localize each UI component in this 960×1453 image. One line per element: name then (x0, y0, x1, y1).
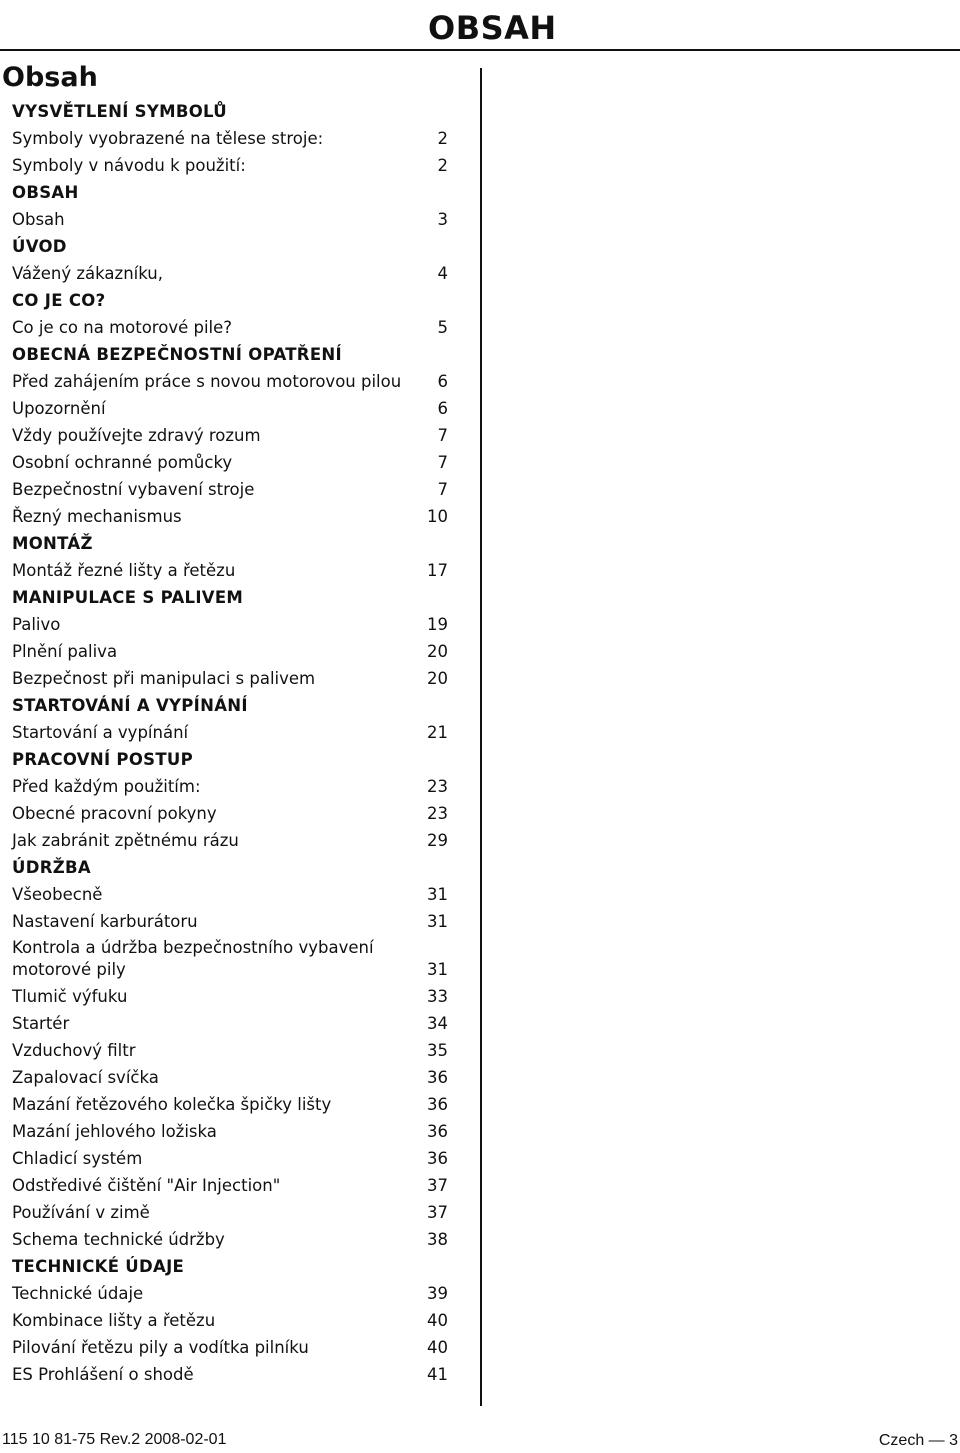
toc-entry-page-number: 20 (427, 669, 448, 688)
toc-entry-label: Používání v zimě (12, 1203, 150, 1222)
toc-entry-page-number: 36 (427, 1122, 448, 1141)
toc-entry (12, 1064, 452, 1091)
toc-entry (12, 908, 452, 935)
toc-entry-page-number: 17 (427, 561, 448, 580)
toc-entry (12, 1361, 452, 1388)
toc-entry (12, 827, 452, 854)
toc-entry (12, 1118, 452, 1145)
toc-entry-page-number: 36 (427, 1095, 448, 1114)
table-of-contents (12, 98, 452, 1388)
toc-entry-label: Kontrola a údržba bezpečnostního vybavení motorové pily (12, 938, 374, 979)
toc-section-heading: CO JE CO? (12, 291, 106, 310)
toc-entry-label: Pilování řetězu pily a vodítka pilníku (12, 1338, 309, 1357)
toc-entry-label: Řezný mechanismus (12, 507, 182, 526)
toc-section-heading: MANIPULACE S PALIVEM (12, 588, 244, 607)
toc-entry-page-number: 38 (427, 1230, 448, 1249)
toc-entry-label: Symboly v návodu k použití: (12, 156, 246, 175)
toc-section-heading: OBSAH (12, 183, 79, 202)
toc-section-heading: OBECNÁ BEZPEČNOSTNÍ OPATŘENÍ (12, 345, 342, 364)
toc-entry (12, 503, 452, 530)
toc-entry (12, 1172, 452, 1199)
toc-entry-label: Před každým použitím: (12, 777, 201, 796)
toc-entry (12, 935, 452, 983)
toc-entry-page-number: 7 (437, 426, 448, 445)
toc-entry-label: Schema technické údržby (12, 1230, 225, 1249)
toc-entry-page-number: 40 (427, 1338, 448, 1357)
toc-section-heading: ÚVOD (12, 237, 67, 256)
toc-entry-label: Odstředivé čištění "Air Injection" (12, 1176, 281, 1195)
toc-entry (12, 665, 452, 692)
toc-entry-page-number: 5 (437, 318, 448, 337)
toc-section-heading: ÚDRŽBA (12, 858, 91, 877)
toc-entry-page-number: 6 (437, 399, 448, 418)
toc-entry-page-number: 31 (427, 960, 448, 979)
toc-entry-label: ES Prohlášení o shodě (12, 1365, 194, 1384)
toc-entry (12, 1280, 452, 1307)
toc-entry-page-number: 7 (437, 480, 448, 499)
toc-entry-label: Startér (12, 1014, 70, 1033)
toc-entry-label: Co je co na motorové pile? (12, 318, 233, 337)
toc-entry-label: Zapalovací svíčka (12, 1068, 159, 1087)
toc-entry-label: Montáž řezné lišty a řetězu (12, 561, 236, 580)
toc-entry-label: Mazání řetězového kolečka špičky lišty (12, 1095, 332, 1114)
toc-entry-label: Upozornění (12, 399, 106, 418)
toc-entry-page-number: 6 (437, 372, 448, 391)
toc-entry (12, 773, 452, 800)
toc-entry-label: Tlumič výfuku (12, 987, 128, 1006)
toc-entry (12, 719, 452, 746)
toc-entry-label: Palivo (12, 615, 61, 634)
toc-entry-page-number: 33 (427, 987, 448, 1006)
toc-entry-label: Vážený zákazníku, (12, 264, 163, 283)
toc-entry-label: Před zahájením práce s novou motorovou pilou (12, 372, 402, 391)
toc-entry-label: Osobní ochranné pomůcky (12, 453, 233, 472)
toc-entry-label: Chladicí systém (12, 1149, 143, 1168)
toc-section-heading: MONTÁŽ (12, 534, 93, 553)
toc-entry-label: Všeobecně (12, 885, 103, 904)
toc-entry (12, 476, 452, 503)
toc-entry (12, 152, 452, 179)
toc-entry-label: Symboly vyobrazené na tělese stroje: (12, 129, 324, 148)
toc-entry-page-number: 2 (437, 129, 448, 148)
page-header-title: OBSAH (428, 9, 557, 47)
toc-entry-page-number: 21 (427, 723, 448, 742)
footer-language-page: Czech — 3 (878, 1432, 958, 1449)
toc-entry-page-number: 31 (427, 912, 448, 931)
toc-entry (12, 1145, 452, 1172)
toc-entry-page-number: 2 (437, 156, 448, 175)
toc-section-heading: PRACOVNÍ POSTUP (12, 750, 193, 769)
toc-entry-label: Bezpečnost při manipulaci s palivem (12, 669, 316, 688)
header-rule (0, 49, 960, 51)
toc-entry-label: Technické údaje (12, 1284, 144, 1303)
toc-entry-page-number: 10 (427, 507, 448, 526)
toc-entry-label: Kombinace lišty a řetězu (12, 1311, 216, 1330)
toc-entry (12, 449, 452, 476)
toc-entry (12, 1334, 452, 1361)
toc-entry (12, 206, 452, 233)
toc-entry-label: Vždy používejte zdravý rozum (12, 426, 261, 445)
footer-doc-code: 115 10 81-75 Rev.2 2008-02-01 (2, 1431, 227, 1448)
toc-entry-page-number: 41 (427, 1365, 448, 1384)
toc-entry-page-number: 37 (427, 1203, 448, 1222)
column-divider (480, 68, 482, 1406)
toc-entry (12, 1091, 452, 1118)
toc-entry (12, 260, 452, 287)
toc-entry (12, 125, 452, 152)
toc-entry (12, 638, 452, 665)
toc-entry-page-number: 23 (427, 804, 448, 823)
toc-section-heading: STARTOVÁNÍ A VYPÍNÁNÍ (12, 696, 248, 715)
toc-entry-page-number: 36 (427, 1149, 448, 1168)
toc-entry-label: Obecné pracovní pokyny (12, 804, 217, 823)
toc-entry (12, 1226, 452, 1253)
toc-entry (12, 1307, 452, 1334)
toc-entry-page-number: 35 (427, 1041, 448, 1060)
toc-entry (12, 1010, 452, 1037)
toc-entry (12, 395, 452, 422)
toc-entry (12, 314, 452, 341)
toc-entry-page-number: 37 (427, 1176, 448, 1195)
toc-entry-page-number: 36 (427, 1068, 448, 1087)
toc-entry-page-number: 40 (427, 1311, 448, 1330)
page-title: Obsah (2, 62, 98, 93)
toc-entry (12, 1199, 452, 1226)
toc-entry-page-number: 39 (427, 1284, 448, 1303)
toc-section-heading: TECHNICKÉ ÚDAJE (12, 1257, 185, 1276)
toc-entry (12, 557, 452, 584)
toc-entry-label: Mazání jehlového ložiska (12, 1122, 217, 1141)
toc-entry (12, 368, 452, 395)
toc-entry (12, 983, 452, 1010)
toc-entry-page-number: 23 (427, 777, 448, 796)
toc-entry (12, 422, 452, 449)
toc-entry-page-number: 34 (427, 1014, 448, 1033)
toc-entry-page-number: 29 (427, 831, 448, 850)
toc-entry-page-number: 31 (427, 885, 448, 904)
toc-entry-label: Startování a vypínání (12, 723, 189, 742)
toc-entry-page-number: 20 (427, 642, 448, 661)
toc-section-heading: VYSVĚTLENÍ SYMBOLŮ (12, 102, 227, 121)
toc-entry-page-number: 4 (437, 264, 448, 283)
toc-entry-label: Vzduchový filtr (12, 1041, 136, 1060)
toc-entry-page-number: 3 (437, 210, 448, 229)
toc-entry-page-number: 7 (437, 453, 448, 472)
toc-entry-label: Plnění paliva (12, 642, 118, 661)
toc-entry-label: Nastavení karburátoru (12, 912, 198, 931)
toc-entry-page-number: 19 (427, 615, 448, 634)
toc-entry (12, 611, 452, 638)
toc-entry (12, 800, 452, 827)
toc-entry-label: Bezpečnostní vybavení stroje (12, 480, 255, 499)
toc-entry (12, 1037, 452, 1064)
toc-entry-label: Obsah (12, 210, 65, 229)
toc-entry (12, 881, 452, 908)
toc-entry-label: Jak zabránit zpětnému rázu (12, 831, 239, 850)
